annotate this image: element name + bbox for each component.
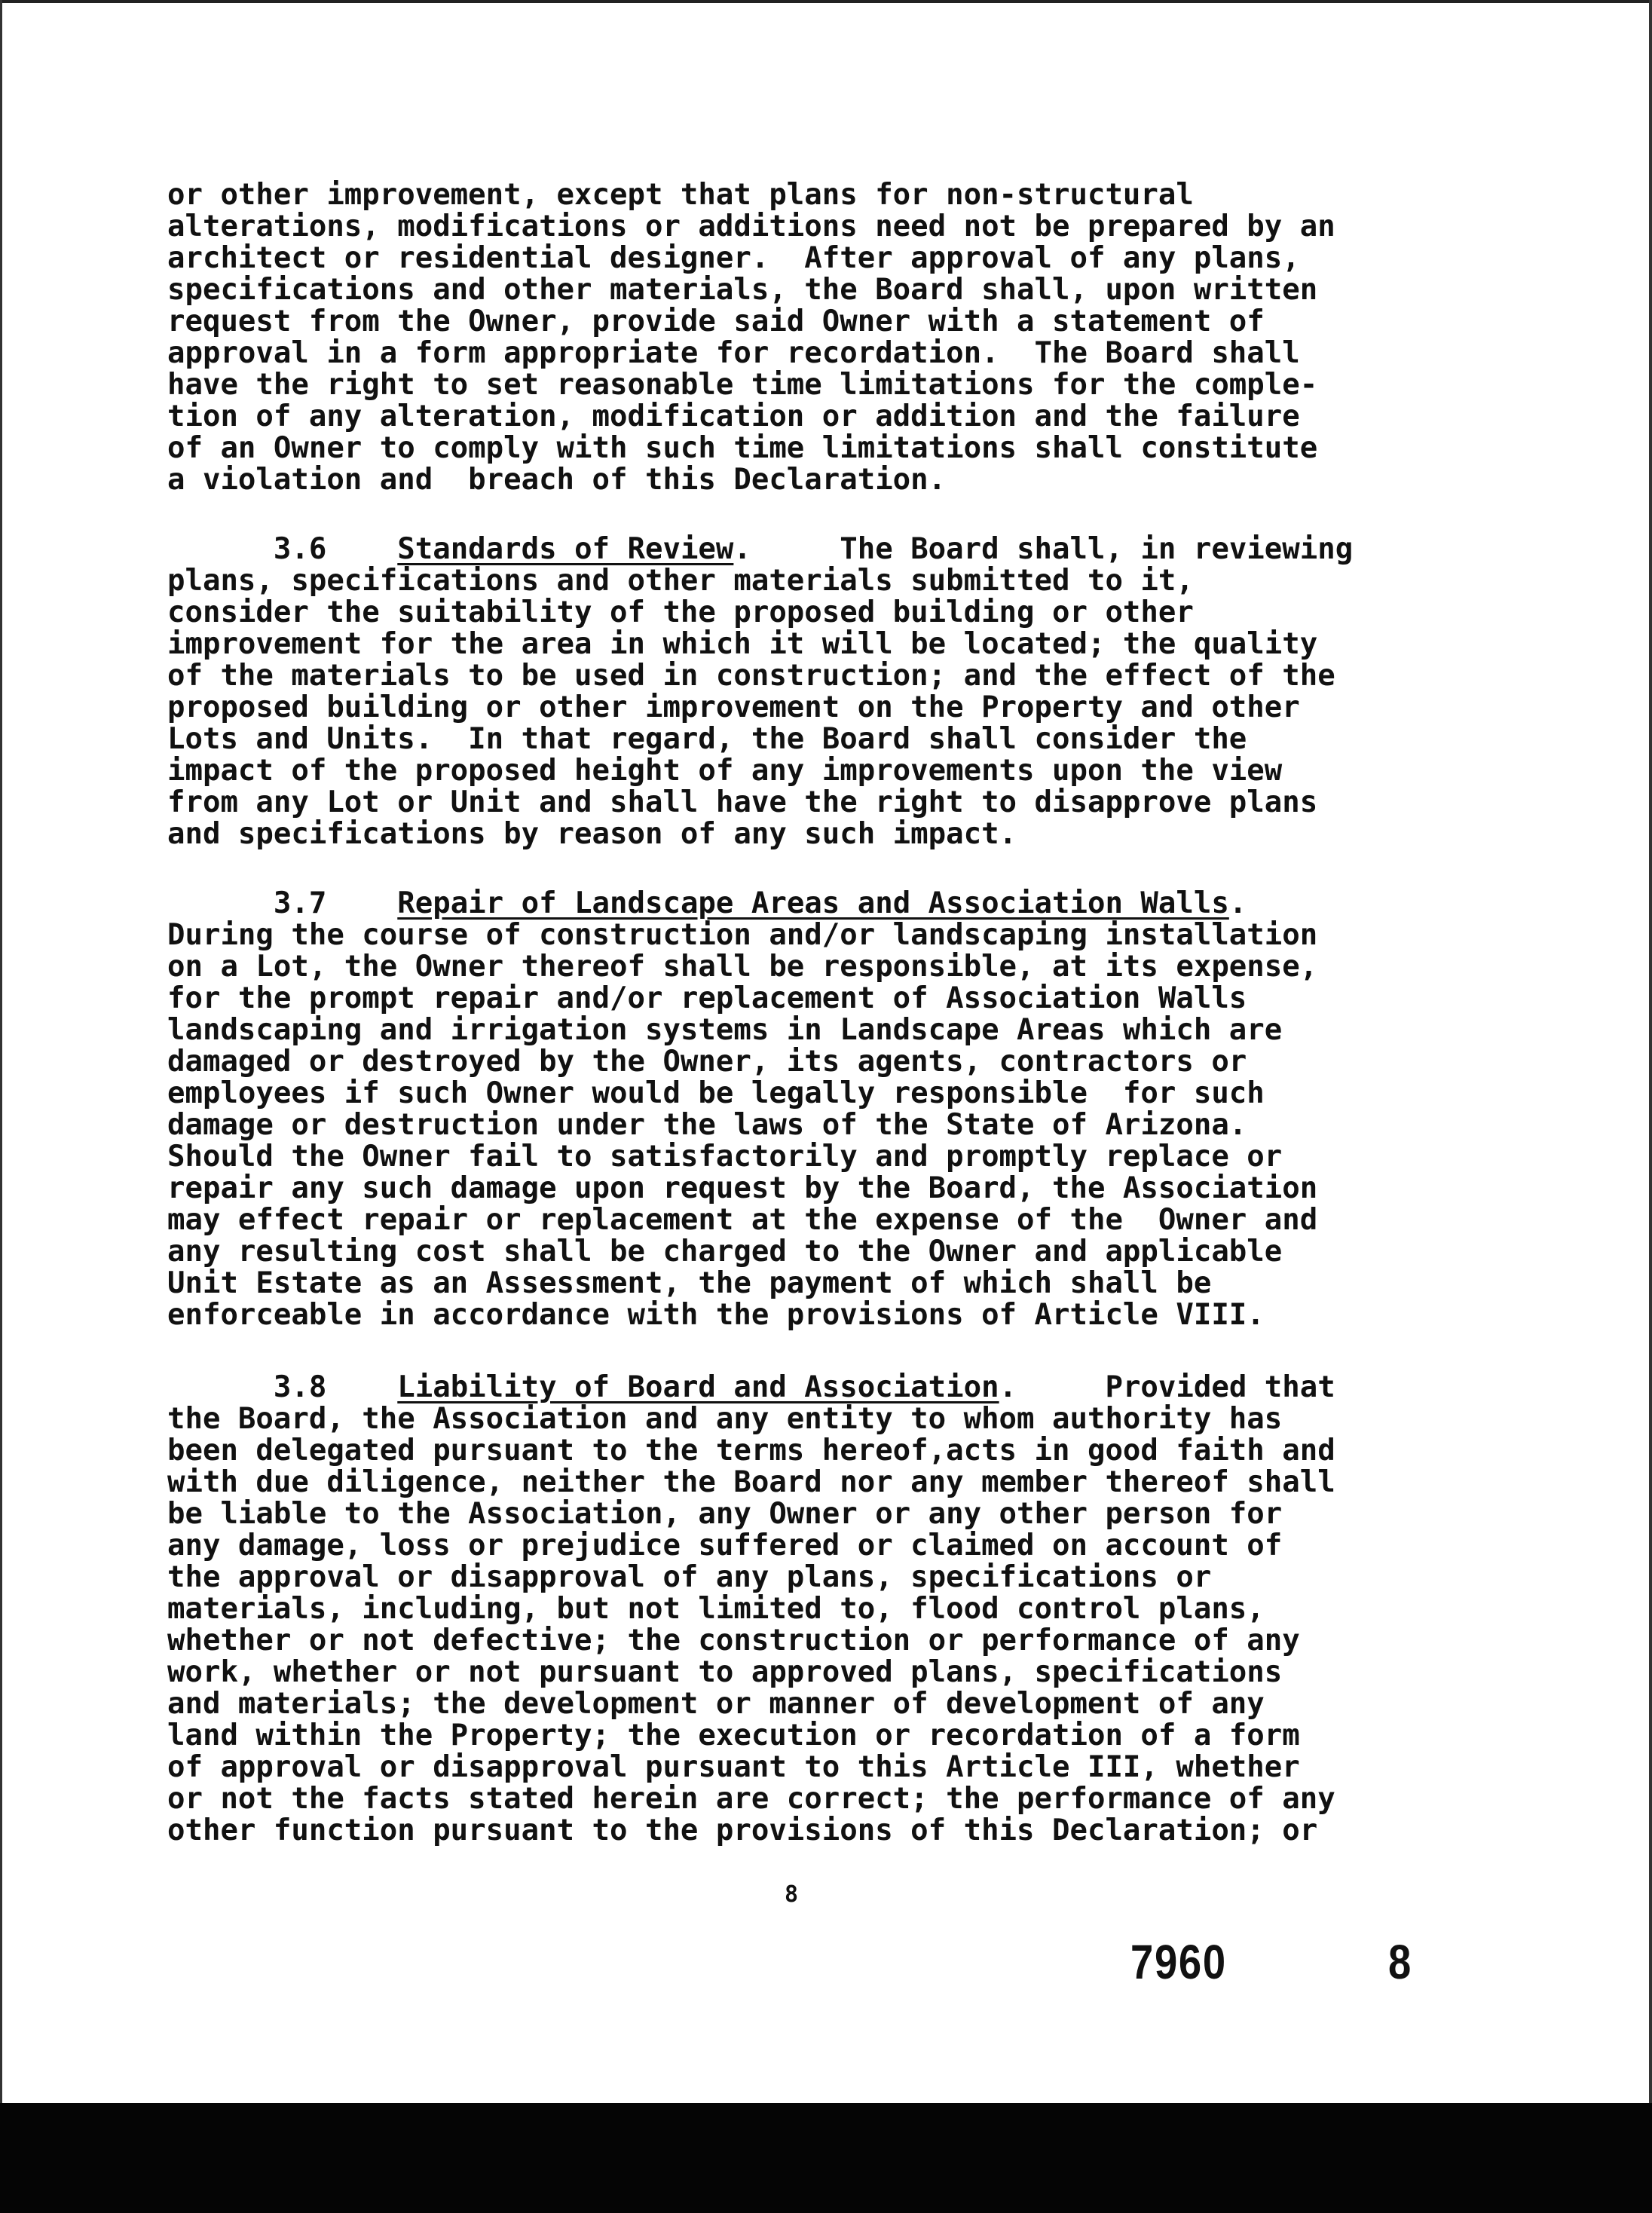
text-line: whether or not defective; the construction or performance of any — [167, 1624, 1300, 1657]
text-line: consider the suitability of the proposed building or other — [167, 595, 1194, 629]
text-line: landscaping and irrigation systems in Landscape Areas which are — [167, 1013, 1283, 1047]
text-line: proposed building or other improvement on the Property and other — [167, 690, 1300, 724]
text-line: other function pursuant to the provisions of this Declaration; or — [167, 1814, 1318, 1847]
document-stamp-number: 7960 — [1130, 1935, 1227, 1989]
text-line: from any Lot or Unit and shall have the right to disapprove plans — [167, 785, 1318, 819]
text-line: repair any such damage upon request by the Board, the Association — [167, 1171, 1318, 1205]
document-stamp-page: 8 — [1388, 1935, 1412, 1989]
section-number: 3.7 — [273, 886, 327, 920]
section-3-7 — [167, 888, 1456, 1331]
text-line: or not the facts stated herein are correct; the performance of any — [167, 1782, 1335, 1816]
section-heading: Standards of Review — [397, 532, 734, 566]
text-line: of the materials to be used in construction; and the effect of the — [167, 659, 1335, 693]
text-line: damaged or destroyed by the Owner, its agents, contractors or — [167, 1045, 1247, 1079]
scan-left-edge — [0, 0, 2, 2103]
text-line: land within the Property; the execution or recordation of a form — [167, 1719, 1300, 1752]
text-line: have the right to set reasonable time limitations for the comple- — [167, 368, 1318, 402]
page-number: 8 — [784, 1881, 799, 1908]
text-line: During the course of construction and/or landscaping installation — [167, 918, 1318, 952]
text-line: enforceable in accordance with the provisions of Article VIII. — [167, 1298, 1265, 1332]
text-line: Unit Estate as an Assessment, the payment of which shall be — [167, 1266, 1212, 1300]
text-line: employees if such Owner would be legally responsible for such — [167, 1076, 1265, 1110]
text-line: any resulting cost shall be charged to the Owner and applicable — [167, 1235, 1283, 1269]
text-line: specifications and other materials, the Board shall, upon written — [167, 273, 1318, 307]
text-line: and specifications by reason of any such impact. — [167, 817, 1017, 851]
text-line: or other improvement, except that plans for non-structural — [167, 178, 1194, 212]
text-line: plans, specifications and other materials submitted to it, — [167, 564, 1194, 598]
text-line: impact of the proposed height of any improvements upon the view — [167, 754, 1283, 788]
text-line: may effect repair or replacement at the expense of the Owner and — [167, 1203, 1318, 1237]
text-line: work, whether or not pursuant to approved plans, specifications — [167, 1655, 1283, 1689]
text-line: improvement for the area in which it will be located; the quality — [167, 627, 1318, 661]
text-line: damage or destruction under the laws of the State of Arizona. — [167, 1108, 1247, 1142]
text-line: been delegated pursuant to the terms hereof,acts in good faith and — [167, 1434, 1335, 1468]
text-line: request from the Owner, provide said Owner with a statement of — [167, 305, 1265, 338]
text-line: on a Lot, the Owner thereof shall be responsible, at its expense, — [167, 950, 1318, 984]
section-3-6 — [167, 534, 1456, 850]
text-line: with due diligence, neither the Board nor any member thereof shall — [167, 1465, 1335, 1499]
section-3-8 — [167, 1372, 1456, 1847]
text-line: any damage, loss or prejudice suffered or claimed on account of — [167, 1529, 1283, 1563]
text-line: of approval or disapproval pursuant to this Article III, whether — [167, 1750, 1300, 1784]
text-line: for the prompt repair and/or replacement of Association Walls — [167, 981, 1247, 1015]
text-line: architect or residential designer. After approval of any plans, — [167, 241, 1300, 275]
text-line: tion of any alteration, modification or addition and the failure — [167, 399, 1300, 433]
text-line: Lots and Units. In that regard, the Board shall consider the — [167, 722, 1247, 756]
text-line: a violation and breach of this Declaration. — [167, 463, 947, 497]
paragraph-continuation — [167, 179, 1456, 496]
text-line: . — [1228, 886, 1247, 920]
text-line: and materials; the development or manner of development of any — [167, 1687, 1265, 1721]
section-number: 3.8 — [273, 1370, 327, 1404]
text-line: the Board, the Association and any entity to whom authority has — [167, 1402, 1283, 1436]
text-line: Should the Owner fail to satisfactorily and promptly replace or — [167, 1140, 1283, 1174]
text-line: alterations, modifications or additions need not be prepared by an — [167, 210, 1335, 243]
section-heading: Repair of Landscape Areas and Association Walls — [397, 886, 1229, 920]
section-number: 3.6 — [273, 532, 327, 566]
section-heading: Liability of Board and Association — [397, 1370, 999, 1404]
text-line: . The Board shall, in reviewing — [733, 532, 1354, 566]
text-line: . Provided that — [999, 1370, 1335, 1404]
text-line: be liable to the Association, any Owner or any other person for — [167, 1497, 1283, 1531]
text-line: the approval or disapproval of any plans, specifications or — [167, 1560, 1212, 1594]
text-line: approval in a form appropriate for recordation. The Board shall — [167, 336, 1300, 370]
scan-top-edge — [0, 0, 1652, 3]
text-line: materials, including, but not limited to, flood control plans, — [167, 1592, 1265, 1626]
text-line: of an Owner to comply with such time limitations shall constitute — [167, 431, 1318, 465]
scan-bottom-band — [0, 2103, 1652, 2213]
scan-right-edge — [1649, 0, 1652, 2103]
